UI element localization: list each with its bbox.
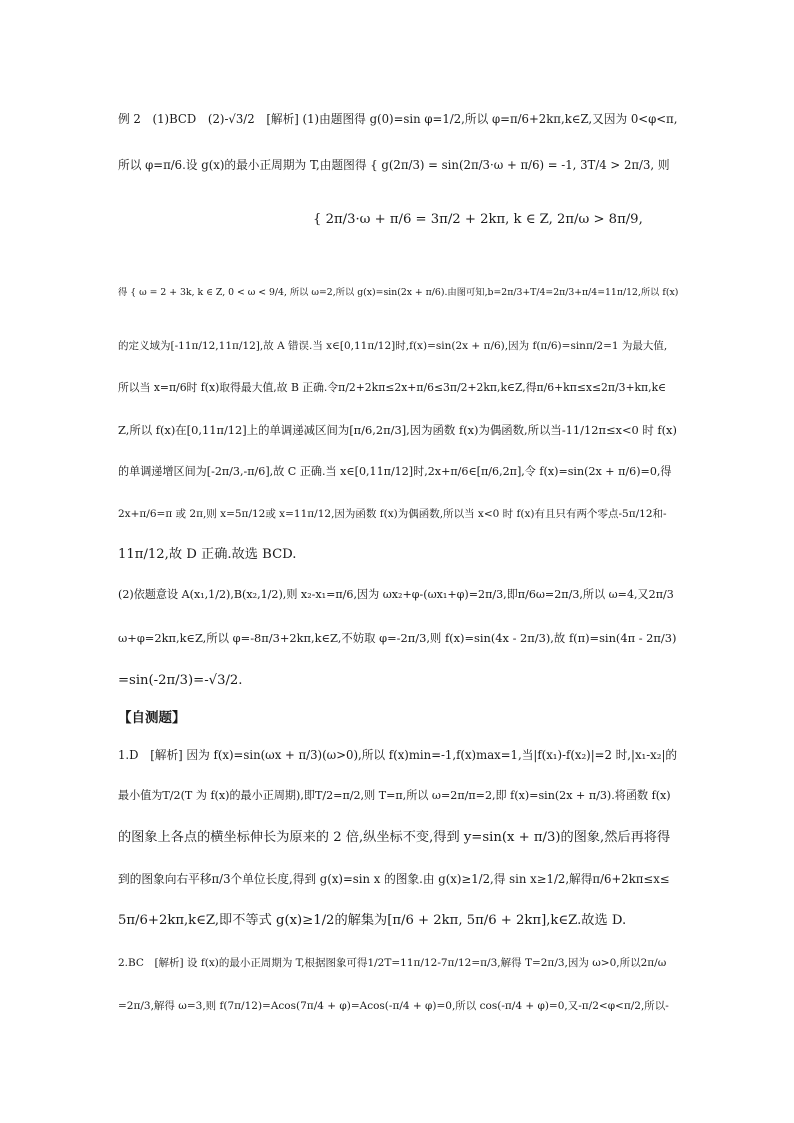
text-line-19: 2.BC [解析] 设 f(x)的最小正周期为 T,根据图象可得1/2T=11π/12-7π/12=π/3,解得 T=2π/3,因为 ω>0,所以2π/ω <box>118 957 667 969</box>
text-line-13: =sin(-2π/3)=-√3/2. <box>118 673 243 688</box>
text-line-1: 例 2 (1)BCD (2)-√3/2 [解析] (1)由题图得 g(0)=sin φ=1/2,所以 φ=π/6+2kπ,k∈Z,又因为 0<φ<π, <box>118 112 678 126</box>
text-line-12: ω+φ=2kπ,k∈Z,所以 φ=-8π/3+2kπ,k∈Z,不妨取 φ=-2π/3,则 f(x)=sin(4x - 2π/3),故 f(π)=sin(4π - 2π/3) <box>118 631 677 645</box>
text-line-20: =2π/3,解得 ω=3,则 f(7π/12)=Acos(7π/4 + φ)=Acos(-π/4 + φ)=0,所以 cos(-π/4 + φ)=0,又-π/2<φ<π/2,所以- <box>118 1000 669 1012</box>
text-line-8: 的单调递增区间为[-2π/3,-π/6],故 C 正确.当 x∈[0,11π/12]时,2x+π/6∈[π/6,2π],令 f(x)=sin(2x + π/6)=0,得 <box>118 465 672 478</box>
text-line-16: 的图象上各点的横坐标伸长为原来的 2 倍,纵坐标不变,得到 y=sin(x + π/3)的图象,然后再将得 <box>118 830 671 845</box>
section-heading: 【自测题】 <box>118 710 186 726</box>
text-line-2: 所以 φ=π/6.设 g(x)的最小正周期为 T,由题图得 { g(2π/3) = sin(2π/3·ω + π/6) = -1, 3T/4 > 2π/3, 则 <box>118 158 670 172</box>
text-line-6: 所以当 x=π/6时 f(x)取得最大值,故 B 正确.令π/2+2kπ≤2x+π/6≤3π/2+2kπ,k∈Z,得π/6+kπ≤x≤2π/3+kπ,k∈ <box>118 381 667 394</box>
text-line-11: (2)依题意设 A(x₁,1/2),B(x₂,1/2),则 x₂-x₁=π/6,因为 ωx₂+φ-(ωx₁+φ)=2π/3,即π/6ω=2π/3,所以 ω=4,又2π/3 <box>118 588 674 601</box>
text-line-5: 的定义域为[-11π/12,11π/12],故 A 错误.当 x∈[0,11π/12]时,f(x)=sin(2x + π/6),因为 f(π/6)=sinπ/2=1 为最大值, <box>118 340 668 352</box>
text-line-7: Z,所以 f(x)在[0,11π/12]上的单调递减区间为[π/6,2π/3],因为函数 f(x)为偶函数,所以当-11/12π≤x<0 时 f(x) <box>118 423 677 437</box>
text-line-18: 5π/6+2kπ,k∈Z,即不等式 g(x)≥1/2的解集为[π/6 + 2kπ, 5π/6 + 2kπ],k∈Z.故选 D. <box>118 913 627 928</box>
text-line-14: 1.D [解析] 因为 f(x)=sin(ωx + π/3)(ω>0),所以 f(x)min=-1,f(x)max=1,当|f(x₁)-f(x₂)|=2 时,|x₁-x₂|的 <box>118 748 678 762</box>
text-line-9: 2x+π/6=π 或 2π,则 x=5π/12或 x=11π/12,因为函数 f(x)为偶函数,所以当 x<0 时 f(x)有且只有两个零点-5π/12和- <box>118 508 667 520</box>
text-line-3: { 2π/3·ω + π/6 = 3π/2 + 2kπ, k ∈ Z, 2π/ω > 8π/9, <box>313 212 643 227</box>
text-line-4: 得 { ω = 2 + 3k, k ∈ Z, 0 < ω < 9/4, 所以 ω=2,所以 g(x)=sin(2x + π/6).由图可知,b=2π/3+T/4=2π/3+π/4=11π/12,所以 f(x) <box>118 287 678 298</box>
text-line-17: 到的图象向右平移π/3个单位长度,得到 g(x)=sin x 的图象.由 g(x)≥1/2,得 sin x≥1/2,解得π/6+2kπ≤x≤ <box>118 872 670 886</box>
text-line-15: 最小值为T/2(T 为 f(x)的最小正周期),即T/2=π/2,则 T=π,所以 ω=2π/π=2,即 f(x)=sin(2x + π/3).将函数 f(x) <box>118 789 671 802</box>
text-line-10: 11π/12,故 D 正确.故选 BCD. <box>118 547 297 562</box>
